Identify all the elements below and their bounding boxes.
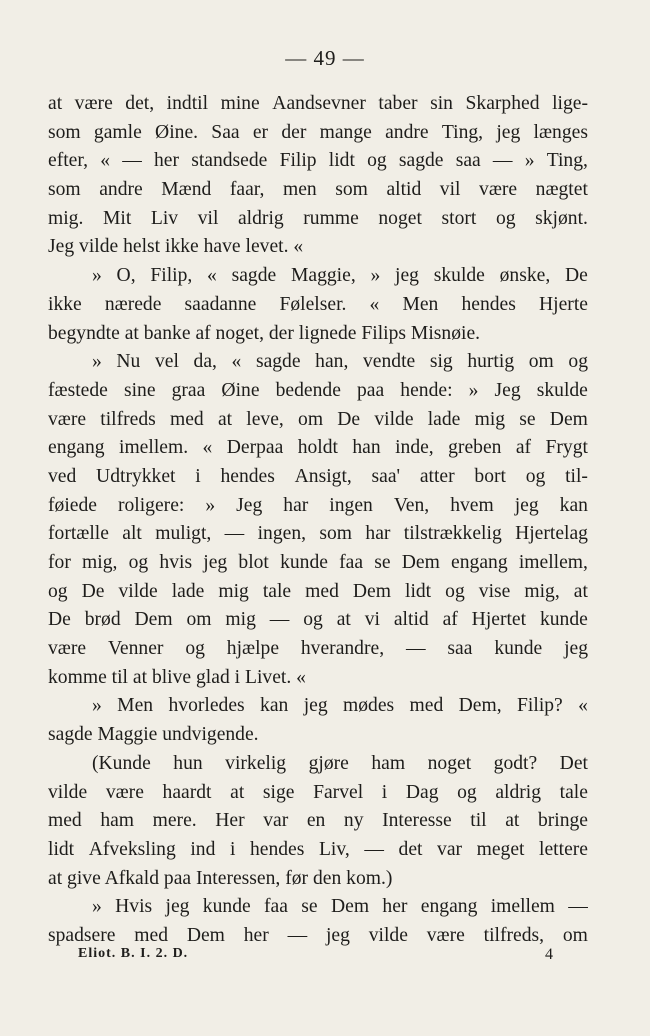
page-number: — 49 —	[285, 46, 365, 70]
text-line: være tilfreds med at leve, om De vilde lade mig se Dem	[48, 408, 588, 430]
text-line: Jeg vilde helst ikke have levet. «	[48, 236, 304, 258]
text-line: (Kunde hun virkelig gjøre ham noget godt? Det	[92, 752, 588, 774]
text-line: De brød Dem om mig — og at vi altid af Hjertet kunde	[48, 609, 588, 631]
text-line: efter, « — her standsede Filip lidt og sagde saa — » Ting,	[48, 150, 588, 172]
text-line: vilde være haardt at sige Farvel i Dag og aldrig tale	[48, 781, 588, 803]
text-line: være Venner og hjælpe hverandre, — saa kunde jeg	[48, 638, 588, 660]
text-line: spadsere med Dem her — jeg vilde være tilfreds, om	[48, 924, 588, 946]
printer-signature: Eliot. B. I. 2. D.	[78, 946, 189, 961]
text-line: og De vilde lade mig tale med Dem lidt og vise mig, at	[48, 580, 588, 602]
text-line: som gamle Øine. Saa er der mange andre Ting, jeg længes	[48, 121, 588, 143]
text-line: føiede roligere: » Jeg har ingen Ven, hvem jeg kan	[48, 494, 588, 516]
body-text	[48, 90, 588, 951]
text-line: komme til at blive glad i Livet. «	[48, 666, 306, 688]
text-line: sagde Maggie undvigende.	[48, 724, 259, 746]
text-line: » O, Filip, « sagde Maggie, » jeg skulde ønske, De	[92, 265, 588, 287]
text-line: fæstede sine graa Øine bedende paa hende: » Jeg skulde	[48, 379, 588, 401]
text-line: at give Afkald paa Interessen, før den kom.)	[48, 867, 393, 889]
sheet-number: 4	[545, 946, 554, 963]
text-line: » Men hvorledes kan jeg mødes med Dem, Filip? «	[92, 695, 588, 717]
text-line: fortælle alt muligt, — ingen, som har tilstrækkelig Hjertelag	[48, 523, 588, 545]
text-line: for mig, og hvis jeg blot kunde faa se Dem engang imellem,	[48, 552, 588, 573]
text-line: begyndte at banke af noget, der lignede Filips Misnøie.	[48, 322, 481, 344]
text-line: at være det, indtil mine Aandsevner taber sin Skarphed lige-	[48, 93, 588, 114]
text-line: som andre Mænd faar, men som altid vil være nægtet	[48, 179, 588, 201]
text-line: engang imellem. « Derpaa holdt han inde, greben af Frygt	[48, 437, 588, 459]
text-line: ikke nærede saadanne Følelser. « Men hendes Hjerte	[48, 293, 588, 315]
text-line: med ham mere. Her var en ny Interesse til at bringe	[48, 810, 588, 832]
text-line: » Hvis jeg kunde faa se Dem her engang imellem —	[92, 896, 588, 918]
text-line: ved Udtrykket i hendes Ansigt, saa' atter bort og til-	[48, 465, 588, 487]
page-footer	[78, 946, 554, 964]
text-line: lidt Afveksling ind i hendes Liv, — det var meget lettere	[48, 838, 588, 860]
text-line: » Nu vel da, « sagde han, vendte sig hurtig om og	[92, 351, 588, 373]
text-line: mig. Mit Liv vil aldrig rumme noget stort og skjønt.	[48, 207, 588, 229]
